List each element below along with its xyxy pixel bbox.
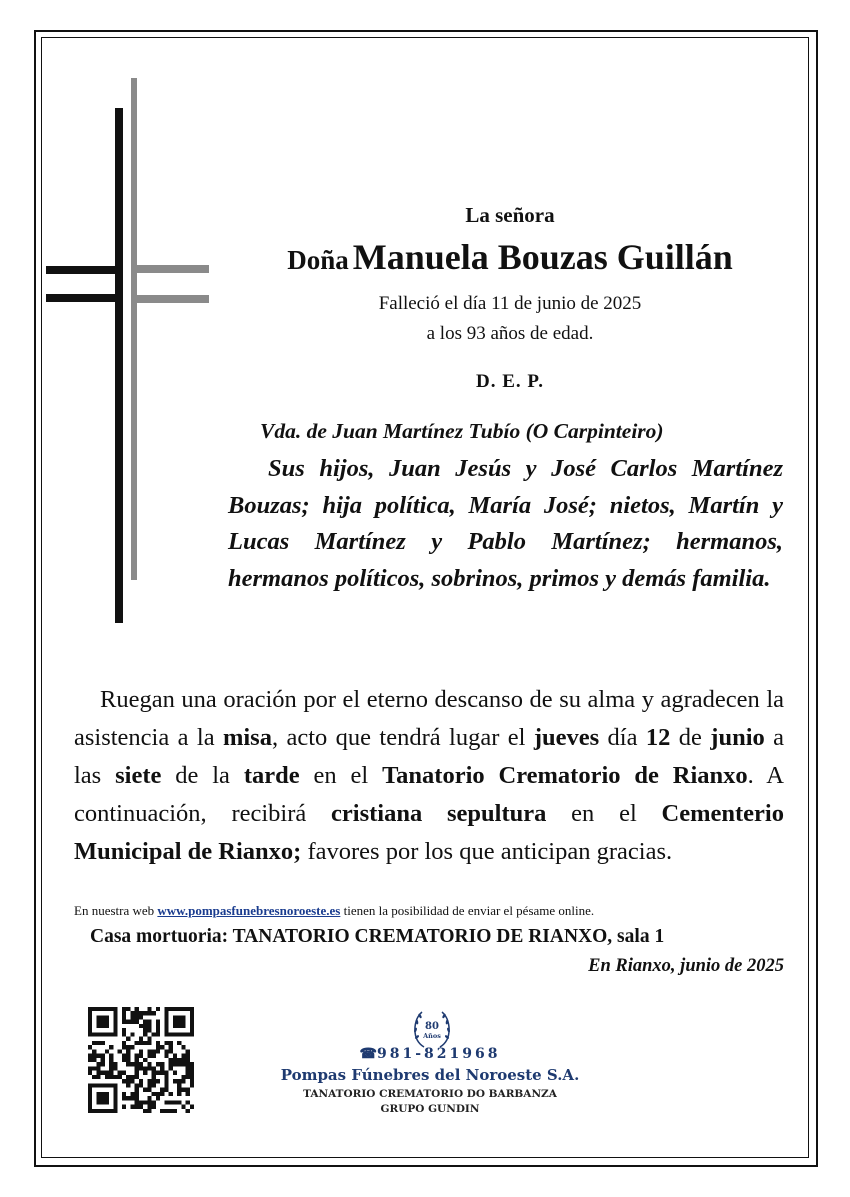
bold-segment: tarde — [243, 762, 300, 789]
company-name: Pompas Fúnebres del Noroeste S.A. — [280, 1066, 580, 1084]
badge-word: Años — [423, 1032, 441, 1040]
bold-segment: siete — [115, 762, 162, 789]
age-line: a los 93 años de edad. — [426, 323, 594, 344]
text-segment: en el — [546, 800, 662, 827]
family-list: Sus hijos, Juan Jesús y José Carlos Martínez Bouzas; hija política, María José; nietos, Martín y Lucas Martínez y Pablo Martínez; hermanos, hermanos políticos, sobrinos, primos y demás familia. — [228, 455, 783, 592]
text-segment: Ruegan una oración por el eterno descanso de su alma y agradecen la asistencia a la — [74, 686, 784, 751]
text-segment: , acto que tendrá lugar el — [271, 724, 534, 751]
deceased-name — [230, 236, 790, 278]
bold-segment: junio — [710, 724, 765, 751]
name-text: Manuela Bouzas Guillán — [352, 237, 733, 277]
website-link[interactable]: www.pompasfunebresnoroeste.es — [157, 903, 341, 918]
company-line-2: GRUPO GUNDIN — [380, 1103, 480, 1115]
text-segment: en el — [299, 762, 383, 789]
death-date-line: Falleció el día 11 de junio de 2025 — [378, 293, 642, 314]
web-note — [74, 903, 594, 919]
ceremony-text — [74, 681, 784, 871]
intro-label: La señora — [465, 203, 555, 227]
company-line-1: TANATORIO CREMATORIO DO BARBANZA — [303, 1088, 557, 1100]
widow-of-line: Vda. de Juan Martínez Tubío (O Carpinteiro) — [260, 419, 664, 443]
death-info — [230, 289, 790, 349]
text-segment: favores por los que anticipan gracias. — [301, 838, 673, 865]
qr-code[interactable] — [88, 1007, 194, 1113]
text-segment: de — [670, 724, 711, 751]
bold-segment: Tanatorio Crematorio de Rianxo — [382, 762, 748, 789]
anniversary-badge-icon — [410, 1007, 454, 1051]
place-date: En Rianxo, junio de 2025 — [588, 956, 784, 976]
badge-number: 80 — [425, 1021, 439, 1032]
text-segment: día — [599, 724, 646, 751]
bold-segment: Cementerio Municipal de Rianxo; — [74, 800, 784, 865]
company-phone[interactable] — [230, 1046, 630, 1062]
bold-segment: jueves — [533, 724, 600, 751]
phone-number: 981-821968 — [376, 1046, 501, 1062]
funeral-home-line: Casa mortuoria: TANATORIO CREMATORIO DE RIANXO, sala 1 — [90, 926, 665, 947]
dep-label: D. E. P. — [475, 371, 544, 392]
web-note-before: En nuestra web — [74, 903, 158, 918]
bold-segment: 12 — [645, 724, 671, 751]
text-segment: . A continuación, recibirá — [74, 762, 784, 827]
name-prefix: Doña — [287, 245, 349, 275]
web-note-after: tienen la posibilidad de enviar el pésame online. — [340, 903, 595, 918]
text-segment: a las — [74, 724, 785, 789]
bold-segment: cristiana sepultura — [331, 800, 547, 827]
text-segment: de la — [161, 762, 244, 789]
bold-segment: misa — [222, 724, 272, 751]
phone-icon: ☎ — [359, 1046, 377, 1062]
